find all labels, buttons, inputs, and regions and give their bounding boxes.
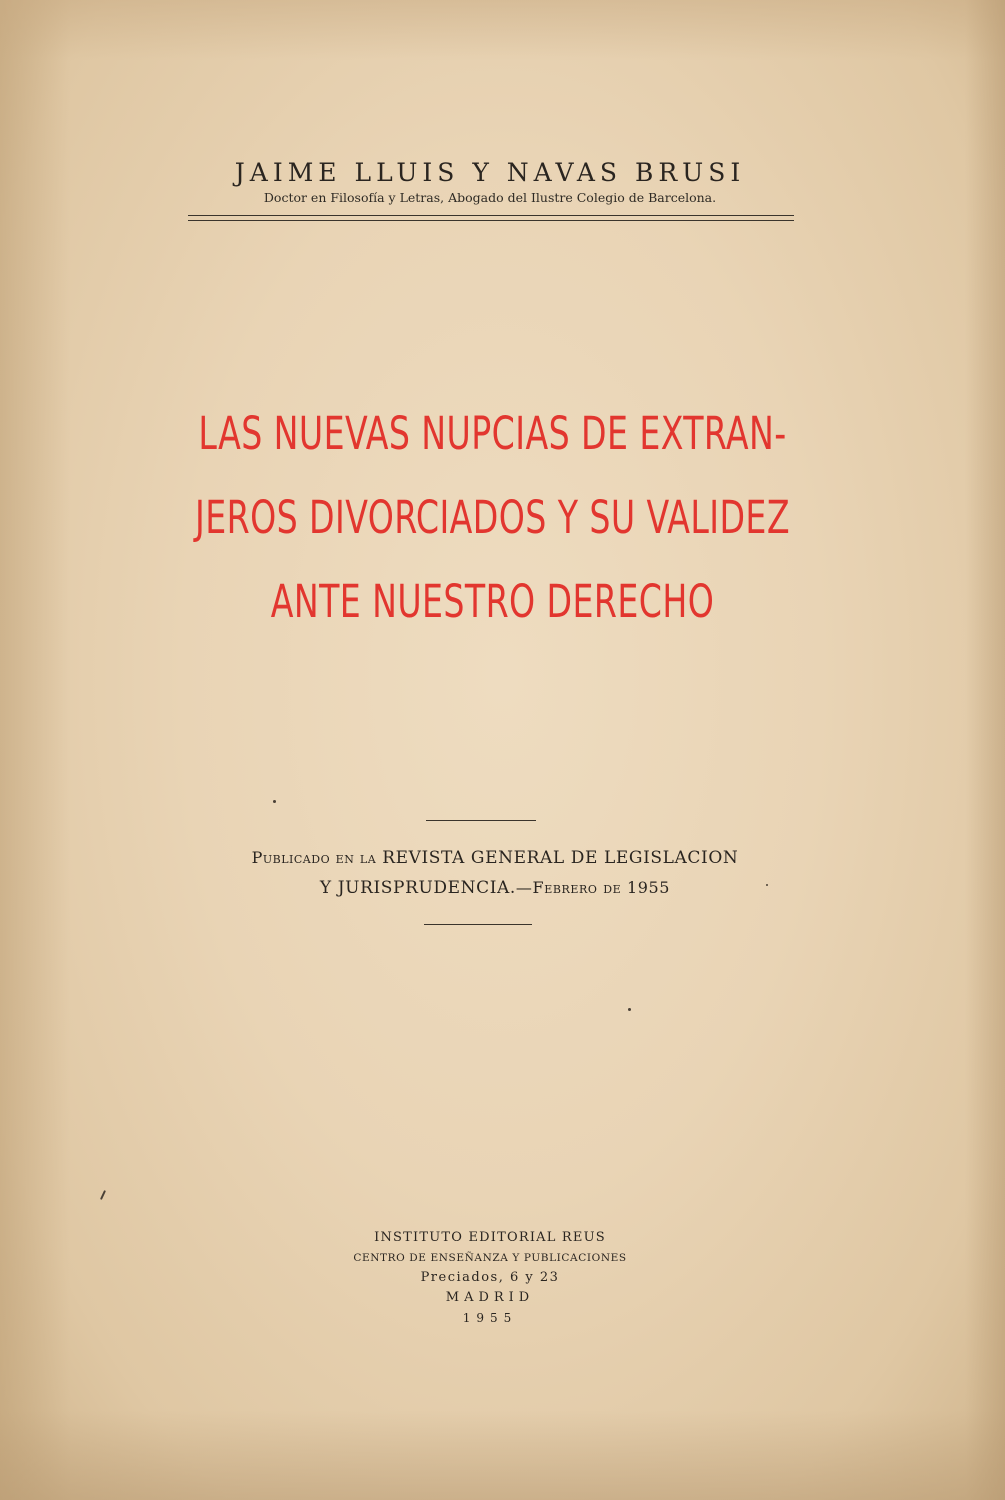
publication-prefix: Publicado en la — [251, 848, 377, 867]
title-line-3: ANTE NUESTRO DERECHO — [270, 575, 715, 628]
paper-stain-top — [0, 0, 1005, 60]
paper-speck — [766, 884, 768, 886]
title-line-2: JEROS DIVORCIADOS Y SU VALIDEZ — [195, 491, 790, 544]
divider-upper — [426, 820, 536, 821]
publication-line-2 — [150, 873, 840, 903]
paper-speck — [628, 1008, 631, 1011]
title-line-1: LAS NUEVAS NUPCIAS DE EXTRAN- — [198, 407, 787, 460]
divider-lower — [424, 924, 532, 925]
publication-year: 1955 — [462, 1311, 518, 1325]
book-title — [120, 392, 865, 644]
publisher-center: CENTRO DE ENSEÑANZA Y PUBLICACIONES — [353, 1252, 627, 1264]
paper-stain-bottom — [0, 1410, 1005, 1500]
journal-name-line-1: REVISTA GENERAL DE LEGISLACION — [382, 848, 739, 868]
header-double-rule — [188, 215, 794, 221]
paper-speck — [273, 800, 276, 803]
author-name: JAIME LLUIS Y NAVAS BRUSI — [234, 158, 746, 187]
paper-speck — [100, 1190, 106, 1200]
paper-stain-right — [965, 0, 1005, 1500]
journal-name-line-2: Y JURISPRUDENCIA. — [319, 878, 516, 898]
publication-note — [150, 843, 840, 903]
publisher-imprint — [280, 1228, 700, 1328]
publisher-address: Preciados, 6 y 23 — [420, 1270, 560, 1285]
publisher-city: MADRID — [445, 1290, 535, 1305]
author-credentials: Doctor en Filosofía y Letras, Abogado del Ilustre Colegio de Barcelona. — [263, 190, 717, 205]
paper-stain-left — [0, 0, 70, 1500]
publication-date: —Febrero de 1955 — [515, 878, 671, 897]
publisher-name: INSTITUTO EDITORIAL REUS — [374, 1230, 606, 1245]
publication-line-1 — [150, 843, 840, 873]
